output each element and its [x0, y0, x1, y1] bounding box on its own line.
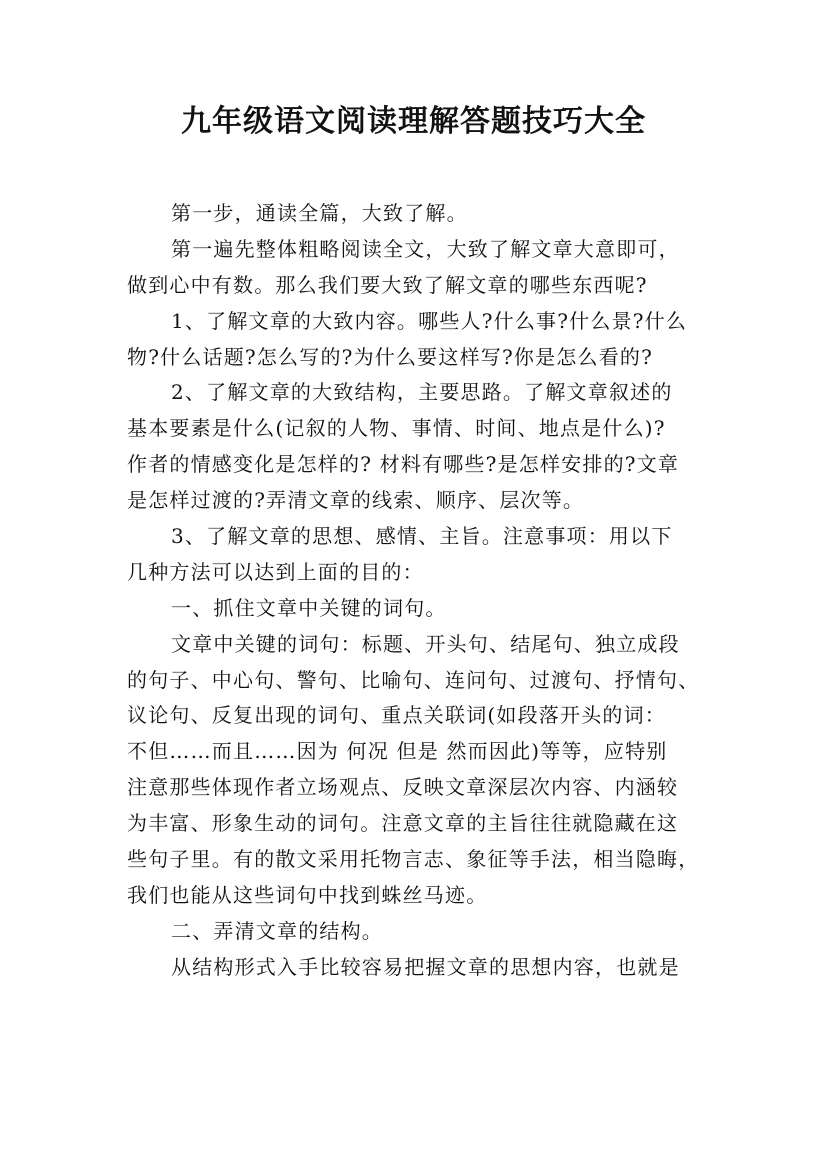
paragraph-line: 从结构形式入手比较容易把握文章的思想内容，也就是: [171, 954, 680, 979]
paragraph-line: 做到心中有数。那么我们要大致了解文章的哪些东西呢?: [127, 272, 648, 297]
paragraph-line: 为丰富、形象生动的词句。注意文章的主旨往往就隐藏在这: [127, 811, 679, 836]
paragraph-line: 1、了解文章的大致内容。哪些人?什么事?什么景?什么: [171, 308, 688, 333]
document-title: 九年级语文阅读理解答题技巧大全: [181, 104, 646, 139]
paragraph-line: 文章中关键的词句：标题、开头句、结尾句、独立成段: [171, 631, 680, 656]
paragraph-line: 我们也能从这些词句中找到蛛丝马迹。: [127, 882, 488, 907]
paragraph-line: 第一步，通读全篇，大致了解。: [171, 201, 468, 225]
paragraph-line: 的句子、中心句、警句、比喻句、连问句、过渡句、抒情句、: [127, 667, 700, 692]
paragraph-line: 议论句、反复出现的词句、重点关联词(如段落开头的词：: [127, 703, 667, 728]
paragraph-line: 2、了解文章的大致结构，主要思路。了解文章叙述的: [171, 380, 673, 405]
paragraph-line: 是怎样过渡的?弄清文章的线索、顺序、层次等。: [127, 488, 585, 513]
paragraph-line: 第一遍先整体粗略阅读全文，大致了解文章大意即可，: [171, 236, 680, 261]
paragraph-line: 3、了解文章的思想、感情、主旨。注意事项：用以下: [171, 524, 673, 549]
paragraph-line: 些句子里。有的散文采用托物言志、象征等手法，相当隐晦，: [127, 847, 700, 872]
paragraph-line: 注意那些体现作者立场观点、反映文章深层次内容、内涵较: [127, 775, 679, 800]
paragraph-line: 物?什么话题?怎么写的?为什么要这样写?你是怎么看的?: [127, 344, 654, 369]
document-body: [127, 196, 707, 986]
paragraph-line: 不但……而且……因为 何况 但是 然而因此)等等，应特别: [127, 739, 668, 764]
paragraph-line: 基本要素是什么(记叙的人物、事情、时间、地点是什么)?: [127, 416, 666, 441]
paragraph-line: 二、弄清文章的结构。: [171, 918, 383, 943]
paragraph-line: 几种方法可以达到上面的目的：: [127, 559, 424, 584]
paragraph-line: 作者的情感变化是怎样的? 材料有哪些?是怎样安排的?文章: [127, 452, 680, 477]
paragraph-line: 一、抓住文章中关键的词句。: [171, 595, 447, 620]
